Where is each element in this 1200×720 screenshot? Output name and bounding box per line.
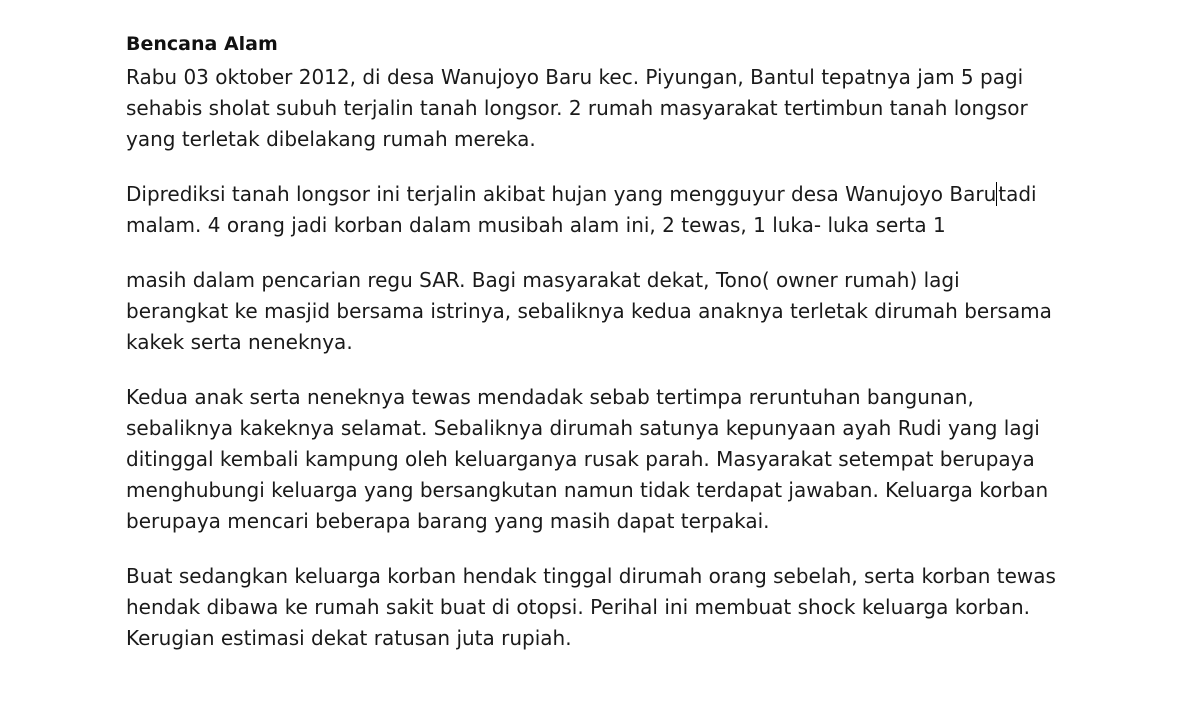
paragraph-line: ditinggal kembali kampung oleh keluarganya rusak parah. Masyarakat setempat berupaya [126, 447, 1035, 471]
text-before-cursor: Diprediksi tanah longsor ini terjalin akibat hujan yang mengguyur desa Wanujoyo Baru [126, 182, 997, 206]
paragraph-line: menghubungi keluarga yang bersangkutan namun tidak terdapat jawaban. Keluarga korban [126, 478, 1049, 502]
paragraph-line: malam. 4 orang jadi korban dalam musibah alam ini, 2 tewas, 1 luka- luka serta 1 [126, 213, 946, 237]
paragraph-line: Kedua anak serta neneknya tewas mendadak sebab tertimpa reruntuhan bangunan, [126, 385, 974, 409]
document-body[interactable] [126, 30, 1126, 678]
paragraph-line: sehabis sholat subuh terjalin tanah longsor. 2 rumah masyarakat tertimbun tanah longsor [126, 96, 1028, 120]
paragraph-line: sebaliknya kakeknya selamat. Sebaliknya dirumah satunya kepunyaan ayah Rudi yang lagi [126, 416, 1040, 440]
paragraph-line: Rabu 03 oktober 2012, di desa Wanujoyo Baru kec. Piyungan, Bantul tepatnya jam 5 pagi [126, 65, 1024, 89]
paragraph-line: berupaya mencari beberapa barang yang masih dapat terpakai. [126, 509, 770, 533]
document-title: Bencana Alam [126, 33, 278, 55]
paragraph-line: Buat sedangkan keluarga korban hendak tinggal dirumah orang sebelah, serta korban tewas [126, 564, 1056, 588]
paragraph-line: yang terletak dibelakang rumah mereka. [126, 127, 536, 151]
paragraph-5 [126, 561, 1126, 654]
paragraph-3 [126, 265, 1126, 358]
paragraph-line: berangkat ke masjid bersama istrinya, sebaliknya kedua anaknya terletak dirumah bersama [126, 299, 1052, 323]
paragraph-line: hendak dibawa ke rumah sakit buat di otopsi. Perihal ini membuat shock keluarga korban. [126, 595, 1031, 619]
paragraph-4 [126, 382, 1126, 537]
paragraph-line-with-cursor [126, 179, 1126, 210]
text-after-cursor: tadi [998, 182, 1037, 206]
paragraph-1 [126, 62, 1126, 155]
paragraph-2 [126, 179, 1126, 241]
paragraph-line: kakek serta neneknya. [126, 330, 353, 354]
paragraph-line: masih dalam pencarian regu SAR. Bagi masyarakat dekat, Tono( owner rumah) lagi [126, 268, 960, 292]
paragraph-line: Kerugian estimasi dekat ratusan juta rupiah. [126, 626, 572, 650]
